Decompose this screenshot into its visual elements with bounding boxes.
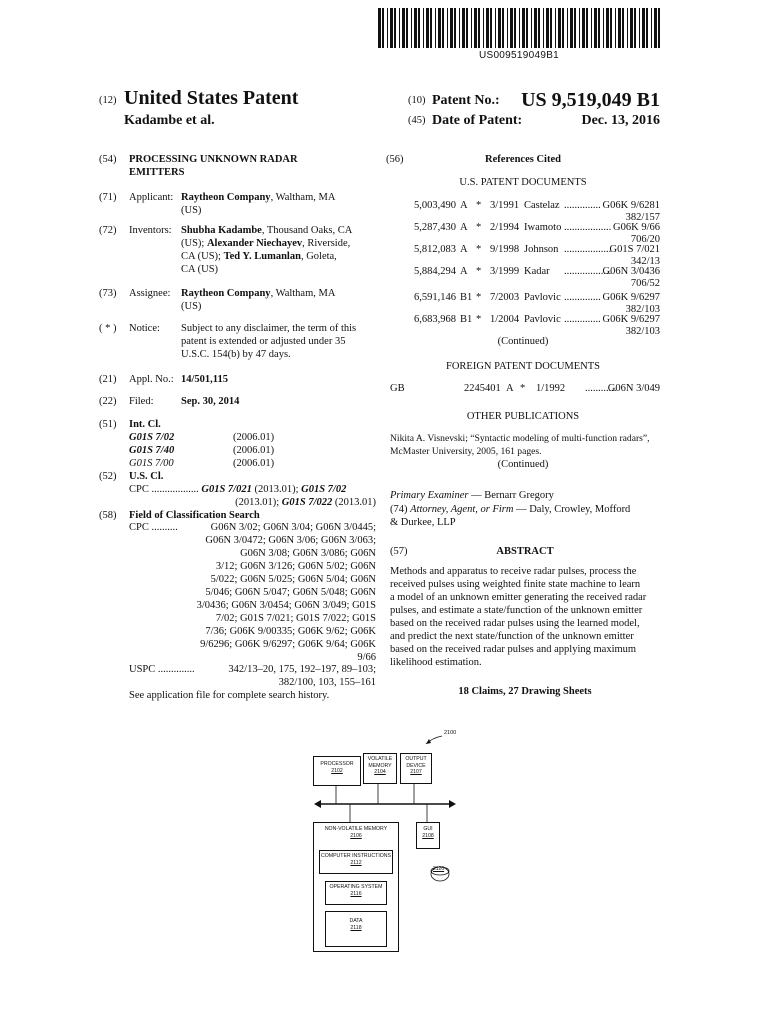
representative-drawing — [300, 726, 470, 956]
attorney-label: Attorney, Agent, or Firm — [410, 504, 514, 515]
uspc-line: 382/100, 103, 155–161 — [278, 677, 376, 688]
memory-label: MEMORY — [368, 762, 392, 769]
ref-kind: A — [460, 200, 468, 211]
patent-number: US 9,519,049 B1 — [521, 89, 660, 111]
patent-number-label: Patent No.: — [432, 93, 500, 108]
volatile-memory-number: 2104 — [374, 769, 386, 775]
ref-kind: A — [460, 266, 468, 277]
uspc-label: USPC .............. — [129, 664, 195, 675]
inventor-3-country: CA (US) — [181, 264, 219, 275]
abstract-line: based on the received radar pulses and applying maximum — [390, 644, 637, 655]
ref-kind: A — [460, 244, 468, 255]
date-of-patent: Dec. 13, 2016 — [581, 113, 660, 128]
inventor-1-location: , Thousand Oaks, CA — [261, 225, 353, 236]
field-label: Appl. No.: — [129, 374, 174, 385]
cpc-line: 5/022; G06N 5/025; G06N 5/04; G06N — [210, 574, 376, 585]
cpc-line: G06N 3/0472; G06N 3/06; G06N 3/063; — [205, 535, 376, 546]
dash: — — [513, 504, 530, 515]
cpc-line: G06N 3/08; G06N 3/086; G06N — [240, 548, 376, 559]
inventor-2-location: , Riverside, — [302, 238, 351, 249]
field-label: Applicant: — [129, 192, 174, 203]
leader-dots: .................. — [564, 266, 612, 277]
disk-number: 2120 — [433, 866, 445, 872]
ref-number: 6,683,968 — [414, 314, 456, 325]
int-class: G01S 7/02 — [129, 432, 175, 443]
ref-date: 2/1994 — [490, 222, 520, 233]
code-10: (10) — [408, 95, 426, 106]
field-code: (56) — [386, 154, 404, 165]
abstract-line: pulses, and estimate a state/function of the unknown emitter — [390, 605, 643, 616]
data-label: DATA — [349, 918, 363, 924]
operating-system-box — [325, 881, 387, 905]
inventor-3: Ted Y. Lumanlan — [223, 251, 301, 262]
ref-inventor: Iwamoto — [524, 222, 562, 233]
patent-barcode-number: US009519049B1 — [478, 50, 560, 61]
leader-dots: .................. — [564, 222, 612, 233]
field-label: Inventors: — [129, 225, 172, 236]
invention-title-line2: EMITTERS — [129, 167, 185, 178]
ref-number: 5,884,294 — [414, 266, 456, 277]
us-reference-row — [386, 292, 660, 305]
abstract-line: likelihood estimation. — [390, 657, 482, 668]
abstract-line: Methods and apparatus to receive radar pulses, process the — [390, 566, 637, 577]
code-45: (45) — [408, 115, 426, 126]
cpc-line: 7/02; G01S 7/021; G01S 7/022; G01S — [215, 613, 376, 624]
nvm-number: 2106 — [350, 832, 362, 839]
inventor-2: Alexander Niechayev — [206, 238, 303, 249]
ref-date: 1/2004 — [490, 314, 520, 325]
assignee-location: , Waltham, MA — [270, 288, 336, 299]
foreign-patent-documents-heading: FOREIGN PATENT DOCUMENTS — [445, 361, 601, 372]
cpc-label: CPC .......... — [129, 522, 178, 533]
ref-date: 3/1991 — [490, 200, 520, 211]
applicant-country: (US) — [181, 205, 202, 216]
us-reference-row — [386, 222, 660, 235]
leader-dots: ............ — [585, 383, 617, 394]
search-history-note: See application file for complete search history. — [129, 690, 330, 701]
inventor-1-country: (US); — [181, 238, 207, 249]
continued-note: (Continued) — [497, 459, 549, 470]
ref-star: * — [476, 222, 482, 233]
references-title: References Cited — [485, 154, 561, 165]
applicant-name: Raytheon Company — [181, 192, 271, 203]
inventor-2-country: CA (US); — [181, 251, 224, 262]
us-reference-row — [386, 200, 660, 213]
inventor-3-location: , Goleta, — [300, 251, 337, 262]
nvm-label: NON-VOLATILE MEMORY — [324, 826, 388, 832]
field-code: (52) — [99, 471, 117, 482]
ref-star: * — [520, 383, 526, 394]
data-number: 2118 — [350, 924, 362, 931]
publication-line: McMaster University, 2005, 161 pages. — [390, 446, 542, 457]
us-class-version: (2013.01) — [332, 497, 376, 508]
field-code: (71) — [99, 192, 117, 203]
ref-us-class: 382/103 — [625, 326, 660, 337]
int-class-version: (2006.01) — [233, 458, 275, 469]
leader-dots: .............. — [564, 200, 601, 211]
data-box — [325, 911, 387, 947]
field-code: (54) — [99, 154, 117, 165]
claims-and-sheets: 18 Claims, 27 Drawing Sheets — [458, 686, 592, 697]
barcode — [378, 8, 660, 48]
ref-kind: A — [506, 383, 514, 394]
ref-number: 2245401 — [464, 383, 501, 394]
ref-class: G06N 3/049 — [607, 383, 660, 394]
ref-class: G06N 3/0436 — [602, 266, 660, 277]
ref-star: * — [476, 314, 482, 325]
processor-number: 2102 — [331, 767, 343, 774]
primary-examiner-name: Bernarr Gregory — [484, 490, 554, 501]
application-number: 14/501,115 — [181, 374, 228, 385]
output-label: OUTPUT — [405, 756, 427, 762]
figure-reference-number: 2100 — [444, 730, 457, 736]
us-class: G01S 7/02 — [301, 484, 347, 495]
field-code: (21) — [99, 374, 117, 385]
ref-country: GB — [390, 383, 405, 394]
ref-us-class: 382/103 — [625, 304, 660, 315]
cpc-line: 9/66 — [357, 652, 376, 663]
assignee-country: (US) — [181, 301, 202, 312]
ref-inventor: Kadar — [524, 266, 550, 277]
leader-dots: .............. — [564, 314, 601, 325]
os-label: OPERATING SYSTEM — [329, 884, 383, 890]
leader-dots: .................. — [151, 484, 199, 495]
ref-number: 5,287,430 — [414, 222, 456, 233]
leader-dots: .................. — [564, 244, 612, 255]
ref-number: 5,812,083 — [414, 244, 456, 255]
ref-kind: B1 — [460, 314, 473, 325]
computer-instructions-box — [319, 850, 393, 874]
int-class: G01S 7/40 — [129, 445, 175, 456]
field-label: U.S. Cl. — [129, 471, 164, 482]
field-label: Notice: — [129, 323, 160, 334]
assignee-name: Raytheon Company — [181, 288, 271, 299]
ref-class: G06K 9/6297 — [602, 292, 660, 303]
gui-number: 2108 — [422, 832, 434, 839]
instructions-number: 2112 — [350, 859, 362, 866]
us-class: G01S 7/021 — [201, 484, 252, 495]
code-12: (12) — [99, 95, 117, 106]
abstract-line: received pulses using weighted finite state machine to learn — [390, 579, 641, 590]
ref-number: 5,003,490 — [414, 200, 456, 211]
ref-date: 7/2003 — [490, 292, 520, 303]
gui-label: GUI — [423, 826, 433, 832]
us-class-version: (2013.01); — [251, 484, 302, 495]
field-code: (74) — [390, 504, 408, 515]
field-label: Filed: — [129, 396, 154, 407]
ref-kind: A — [460, 222, 468, 233]
ref-date: 9/1998 — [490, 244, 520, 255]
applicant-location: , Waltham, MA — [270, 192, 336, 203]
abstract-title: ABSTRACT — [496, 546, 554, 557]
cpc-line: 7/36; G06K 9/00335; G06K 9/62; G06K — [205, 626, 376, 637]
cpc-line: G06N 3/02; G06N 3/04; G06N 3/0445; — [210, 522, 376, 533]
attorney-name: Daly, Crowley, Mofford — [529, 504, 631, 515]
ref-class: G06K 9/6297 — [602, 314, 660, 325]
abstract-line: and predict the next state/function of the unknown emitter — [390, 631, 634, 642]
dash: — — [468, 490, 485, 501]
cpc-line: 9/6296; G06K 9/6297; G06K 9/64; G06K — [200, 639, 376, 650]
ref-kind: B1 — [460, 292, 473, 303]
field-code: ( * ) — [99, 323, 117, 334]
field-code: (22) — [99, 396, 117, 407]
ref-us-class: 342/13 — [630, 256, 660, 267]
abstract-line: based on the received radar pulses using the learned model, — [390, 618, 640, 629]
output-device-number: 2107 — [410, 769, 422, 775]
field-code: (57) — [390, 546, 408, 557]
filing-date: Sep. 30, 2014 — [181, 396, 240, 407]
abstract-line: a model of an unknown emitter generating the received radar — [390, 592, 647, 603]
cpc-line: 3/12; G06N 3/126; G06N 5/02; G06N — [215, 561, 376, 572]
cpc-label: CPC — [129, 484, 149, 495]
ref-class: G06K 9/66 — [613, 222, 660, 233]
ref-star: * — [476, 266, 482, 277]
ref-inventor: Pavlovic — [524, 292, 561, 303]
volatile-memory-box — [363, 753, 397, 784]
ref-us-class: 706/52 — [630, 278, 660, 289]
first-inventor-et-al: Kadambe et al. — [124, 113, 215, 128]
ref-us-class: 382/157 — [625, 212, 660, 223]
field-label: Field of Classification Search — [129, 510, 260, 521]
int-class-version: (2006.01) — [233, 445, 275, 456]
int-class: G01S 7/00 — [129, 458, 174, 469]
ref-star: * — [476, 292, 482, 303]
notice-line: Subject to any disclaimer, the term of this — [181, 323, 357, 334]
int-class-version: (2006.01) — [233, 432, 275, 443]
us-class: G01S 7/022 — [281, 497, 333, 508]
leader-dots: .............. — [564, 292, 601, 303]
gui-box — [416, 822, 440, 849]
date-of-patent-label: Date of Patent: — [432, 113, 523, 128]
field-label: Assignee: — [129, 288, 171, 299]
output-device-box — [400, 753, 432, 784]
field-label: Int. Cl. — [129, 419, 161, 430]
cpc-line: 3/0436; G06N 3/0454; G06N 3/049; G01S — [196, 600, 376, 611]
field-code: (51) — [99, 419, 117, 430]
other-publications-heading: OTHER PUBLICATIONS — [466, 411, 580, 422]
ref-date: 1/1992 — [536, 383, 566, 394]
ref-us-class: 706/20 — [630, 234, 660, 245]
ref-number: 6,591,146 — [414, 292, 456, 303]
continued-note: (Continued) — [497, 336, 549, 347]
ref-inventor: Johnson — [524, 244, 559, 255]
processor-label: PROCESSOR — [320, 761, 354, 767]
publication-line: Nikita A. Visnevski; “Syntactic modeling of multi-function radars”, — [390, 433, 650, 444]
cpc-line: 5/046; G06N 5/047; G06N 5/048; G06N — [205, 587, 376, 598]
ref-class: G06K 9/6281 — [602, 200, 660, 211]
os-number: 2116 — [350, 890, 362, 897]
inventor-1: Shubha Kadambe — [181, 225, 262, 236]
field-code: (72) — [99, 225, 117, 236]
device-label: DEVICE — [406, 762, 426, 769]
instructions-label: COMPUTER INSTRUCTIONS — [320, 853, 392, 859]
attorney-name-cont: & Durkee, LLP — [390, 517, 456, 528]
field-code: (73) — [99, 288, 117, 299]
us-class-version: (2013.01); — [235, 497, 282, 508]
ref-class: G01S 7/021 — [609, 244, 660, 255]
primary-examiner-label: Primary Examiner — [390, 490, 469, 501]
volatile-label: VOLATILE — [367, 756, 393, 762]
processor-box — [313, 756, 361, 786]
invention-title-line1: PROCESSING UNKNOWN RADAR — [129, 154, 298, 165]
us-reference-row — [386, 244, 660, 257]
document-title: United States Patent — [124, 87, 299, 109]
foreign-reference-row — [386, 383, 660, 396]
notice-line: patent is extended or adjusted under 35 — [181, 336, 346, 347]
ref-star: * — [476, 244, 482, 255]
us-reference-row — [386, 314, 660, 327]
field-code: (58) — [99, 510, 117, 521]
us-patent-documents-heading: U.S. PATENT DOCUMENTS — [459, 177, 587, 188]
ref-inventor: Pavlovic — [524, 314, 561, 325]
notice-line: U.S.C. 154(b) by 47 days. — [181, 349, 291, 360]
uspc-line: 342/13–20, 175, 192–197, 89–103; — [228, 664, 376, 675]
ref-date: 3/1999 — [490, 266, 520, 277]
ref-inventor: Castelaz — [524, 200, 560, 211]
ref-star: * — [476, 200, 482, 211]
us-reference-row — [386, 266, 660, 279]
